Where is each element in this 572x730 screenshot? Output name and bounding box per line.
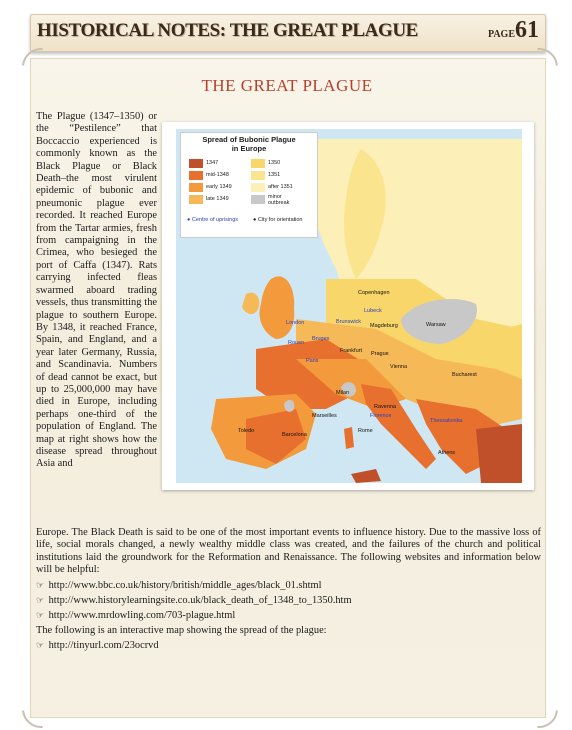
map-legend bbox=[180, 132, 318, 238]
pointer-hand-icon: ☞ bbox=[36, 595, 45, 606]
legend-label-1350: 1350 bbox=[268, 160, 281, 166]
legend-swatch-1351 bbox=[251, 171, 265, 180]
link-historylearningsite[interactable]: http://www.historylearningsite.co.uk/black_death_of_1348_to_1350.htm bbox=[48, 595, 352, 607]
city-bucharest: Bucharest bbox=[452, 372, 477, 378]
legend-label-minor: minor bbox=[268, 194, 282, 200]
legend-label-after1351: after 1351 bbox=[268, 184, 293, 190]
plague-map bbox=[162, 122, 534, 490]
city-warsaw: Warsaw bbox=[426, 322, 446, 328]
legend-swatch-late1349 bbox=[189, 195, 203, 204]
city-vienna: Vienna bbox=[390, 364, 408, 370]
legend-swatch-minor bbox=[251, 195, 265, 204]
legend-swatch-1347 bbox=[189, 159, 203, 168]
city-frankfurt: Frankfurt bbox=[340, 348, 363, 354]
city-athens: Athens bbox=[438, 450, 456, 456]
continued-paragraph: Europe. The Black Death is said to be one of the most important events to influence history. Due to the massive loss of life, social morals changed, a newly wealthy middle class was created, and the failures of the church and political institutions laid the groundwork for the Reformation and Renaissance. The following websites and information below will be helpful: bbox=[36, 527, 541, 576]
city-barcelona: Barcelona bbox=[282, 432, 307, 438]
interactive-intro: The following is an interactive map showing the spread of the plague: bbox=[36, 624, 327, 636]
body-text-block bbox=[36, 527, 541, 653]
pointer-hand-icon: ☞ bbox=[36, 579, 45, 590]
page-number-value: 61 bbox=[515, 17, 539, 43]
city-copenhagen: Copenhagen bbox=[358, 290, 390, 296]
city-rouen: Rouen bbox=[288, 340, 305, 346]
link-mrdowling[interactable]: http://www.mrdowling.com/703-plague.html bbox=[48, 610, 236, 622]
city-magdeburg: Magdeburg bbox=[370, 323, 398, 329]
city-london: London bbox=[286, 320, 305, 326]
map-title-line1: Spread of Bubonic Plague bbox=[202, 135, 296, 144]
legend-swatch-1350 bbox=[251, 159, 265, 168]
map-title bbox=[181, 135, 317, 153]
legend-swatch-after1351 bbox=[251, 183, 265, 192]
legend-swatch-mid1348 bbox=[189, 171, 203, 180]
legend-label-1351: 1351 bbox=[268, 172, 281, 178]
city-bruges: Bruges bbox=[312, 336, 330, 342]
link-item[interactable] bbox=[36, 609, 541, 622]
page-label: PAGE bbox=[487, 29, 515, 40]
header-banner bbox=[30, 14, 546, 52]
legend-label-outbreak: outbreak bbox=[268, 200, 290, 206]
city-ravenna: Ravenna bbox=[374, 404, 397, 410]
legend-city-orientation: ● City for orientation bbox=[253, 217, 303, 223]
link-bbc[interactable]: http://www.bbc.co.uk/history/british/middle_ages/black_01.shtml bbox=[48, 579, 322, 591]
city-toledo: Toledo bbox=[238, 428, 255, 434]
legend-label-1347: 1347 bbox=[206, 160, 219, 166]
legend-label-early1349: early 1349 bbox=[206, 184, 232, 190]
city-florence: Florence bbox=[370, 413, 392, 419]
city-prague: Prague bbox=[371, 351, 389, 357]
city-brunswick: Brunswick bbox=[336, 319, 362, 325]
city-marseilles: Marseilles bbox=[312, 413, 337, 419]
region-1347-east bbox=[476, 424, 522, 483]
pointer-hand-icon: ☞ bbox=[36, 610, 45, 621]
link-tinyurl[interactable]: http://tinyurl.com/23ocrvd bbox=[48, 640, 159, 652]
link-item[interactable] bbox=[36, 579, 541, 592]
intro-paragraph: The Plague (1347–1350) or the “Pestilence” that Boccaccio experienced is commonly known as the Black Plague or Black Death–the most virulent epidemic of bubonic and pneumonic plague ever recorded. It reached Europe from the Tartar armies, fresh from campaigning in the Crimea, who besieged the port of Caffa (1347). Rats carrying infected fleas swarmed aboard trading vessels, thus transmitting the plague to southern Europe. By 1348, it reached France, Spain, and England, and a year later Germany, Russia, and Scandinavia. Numbers of dead cannot be exact, but up to 25,000,000 may have died in Europe, including perhaps one-third of the population of England. The map at right shows how the disease spread throughout Asia and bbox=[36, 111, 157, 470]
legend-city-label: City for orientation bbox=[257, 217, 303, 223]
city-lubeck: Lubeck bbox=[364, 308, 382, 314]
legend-label-late1349: late 1349 bbox=[206, 196, 229, 202]
page-number bbox=[488, 17, 539, 44]
link-item[interactable] bbox=[36, 639, 541, 652]
pointer-hand-icon: ☞ bbox=[36, 640, 45, 651]
city-thessalonika: Thessalonika bbox=[430, 418, 463, 424]
legend-label-mid1348: mid-1348 bbox=[206, 172, 229, 178]
city-rome: Rome bbox=[358, 428, 373, 434]
header-title: HISTORICAL NOTES: THE GREAT PLAGUE bbox=[37, 20, 418, 41]
legend-centre-uprisings: ● Centre of uprisings bbox=[187, 217, 239, 223]
link-item[interactable] bbox=[36, 594, 541, 607]
city-paris: Paris bbox=[306, 358, 319, 364]
city-milan: Milan bbox=[336, 390, 350, 396]
legend-centre-label: Centre of uprisings bbox=[191, 217, 239, 223]
map-title-line2: in Europe bbox=[231, 144, 267, 153]
legend-swatch-early1349 bbox=[189, 183, 203, 192]
section-title: THE GREAT PLAGUE bbox=[201, 76, 373, 95]
